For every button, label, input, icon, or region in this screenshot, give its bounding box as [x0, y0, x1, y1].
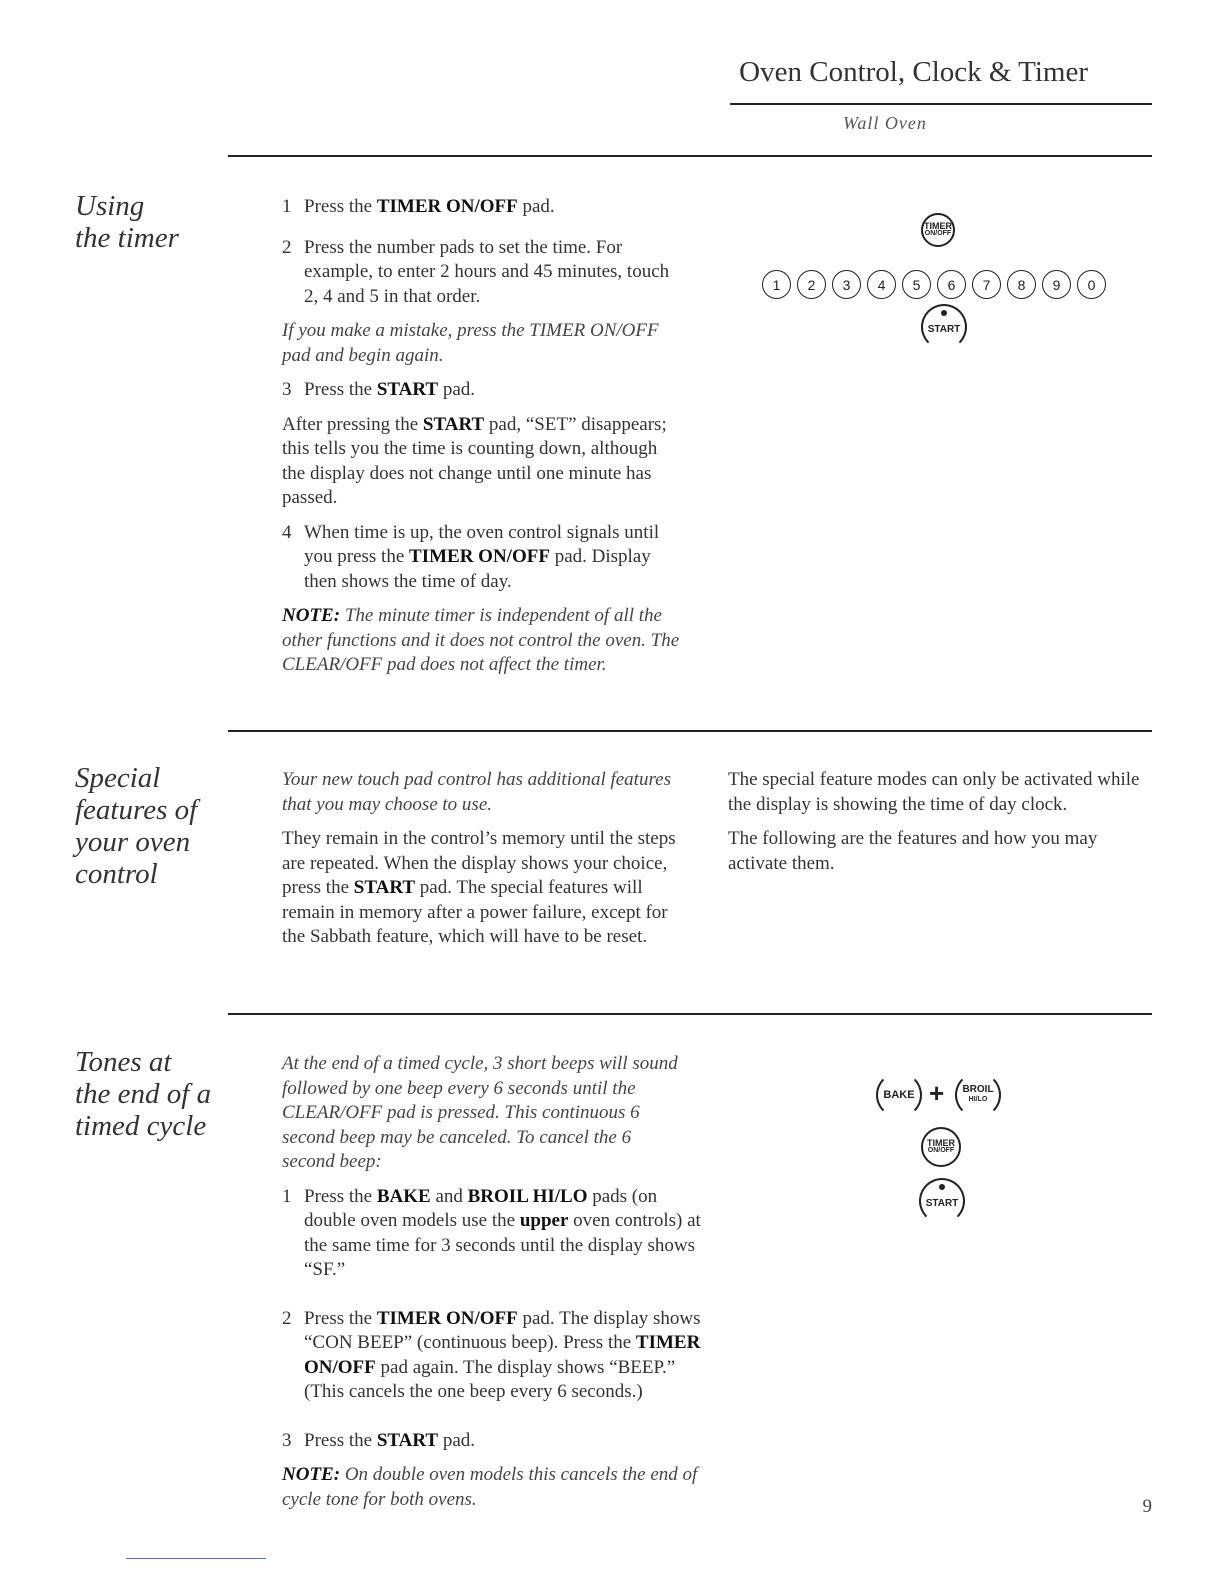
step-bold: START	[376, 1429, 439, 1451]
number-pad-8: 8	[1007, 270, 1036, 299]
header-subtitle: Wall Oven	[843, 113, 927, 133]
step-number: 1	[282, 196, 292, 217]
tones-step-2	[282, 1307, 702, 1405]
number-pad-2: 2	[797, 270, 826, 299]
note-text: On double oven models this cancels the end of cycle tone for both ovens.	[282, 1464, 698, 1510]
special-heading-line4: control	[75, 858, 158, 890]
start-dot-icon	[941, 310, 947, 316]
step-text: and	[430, 1185, 468, 1207]
step-text: oven controls) at the same time for 3 seconds until the display shows “SF.”	[304, 1210, 701, 1280]
step-text: pad.	[438, 379, 476, 400]
timer-heading-line2: the timer	[75, 222, 179, 254]
note-label: NOTE:	[282, 1464, 341, 1485]
page-header-title: Oven Control, Clock & Timer	[739, 56, 1088, 88]
step-text: pad. The display shows “CON BEEP” (continuous beep). Press the	[304, 1307, 701, 1353]
pad-label: START	[927, 324, 961, 335]
timer-on-off-pad-2	[921, 1127, 961, 1167]
step-text: pad.	[438, 1429, 476, 1451]
tones-section-heading	[75, 1046, 211, 1142]
number-pad-row	[762, 270, 1122, 302]
step-number: 4	[282, 521, 292, 543]
number-pad-0: 0	[1077, 270, 1106, 299]
plus-sign: +	[929, 1078, 945, 1108]
pad-label: HI/LO	[968, 1096, 988, 1103]
pad-label: ON/OFF	[927, 1147, 955, 1154]
start-pad-2	[919, 1178, 965, 1224]
special-intro: Your new touch pad control has additional features that you may choose to use.	[282, 769, 671, 815]
section-rule-tones	[228, 1013, 1152, 1015]
step-text: pad. Display then shows the time of day.	[304, 546, 651, 592]
step-text: Press the	[304, 196, 377, 217]
number-pad-6: 6	[937, 270, 966, 299]
special-heading-line3: your oven	[75, 826, 191, 858]
special-right-column	[728, 768, 1140, 886]
number-pad-7: 7	[972, 270, 1001, 299]
step-number: 3	[282, 379, 292, 400]
step-bold: BAKE	[376, 1185, 431, 1207]
timer-step-4	[282, 521, 682, 595]
step-bold: TIMER ON/OFF	[376, 1307, 518, 1329]
timer-mistake-note: If you make a mistake, press the TIMER ON/OFF pad and begin again.	[282, 320, 659, 366]
special-activation-para: The special feature modes can only be activated while the display is showing the time of day clock.	[728, 769, 1140, 815]
step-text: When time is up, the oven control signals until you press the	[304, 521, 660, 567]
tones-step-3	[282, 1429, 702, 1454]
tones-step-1	[282, 1185, 702, 1283]
step-bold: upper	[519, 1210, 569, 1231]
step-bold: BROIL HI/LO	[467, 1185, 588, 1207]
step-text: Press the number pads to set the time. For example, to enter 2 hours and 45 minutes, touch 2, 4 and 5 in that order.	[304, 236, 670, 307]
pad-label: START	[925, 1198, 959, 1209]
step-text: pad.	[517, 196, 555, 217]
tones-note	[282, 1463, 702, 1512]
number-pad-9: 9	[1042, 270, 1071, 299]
header-rule	[730, 103, 1152, 105]
special-section-heading	[75, 762, 197, 890]
timer-heading-line1: Using	[75, 190, 145, 222]
tones-intro: At the end of a timed cycle, 3 short beeps will sound followed by one beep every 6 seconds until the CLEAR/OFF pad is pressed. This continuous 6 second beep may be canceled. To cancel the 6 second beep:	[282, 1053, 678, 1172]
step-bold: TIMER ON/OFF	[376, 196, 518, 217]
broil-hi-lo-pad	[955, 1072, 1001, 1118]
para-text: They remain in the control’s memory until the steps are repeated. When the display shows your choice, press the	[282, 828, 676, 898]
pad-label: TIMER	[924, 221, 952, 231]
section-rule-special	[228, 730, 1152, 732]
pad-label: ON/OFF	[924, 230, 952, 237]
pad-label: BROIL	[962, 1084, 994, 1095]
tones-heading-line3: timed cycle	[75, 1110, 207, 1142]
step-number: 3	[282, 1429, 292, 1451]
footer-link-underline	[126, 1558, 266, 1559]
step-bold: TIMER ON/OFF	[304, 1332, 701, 1378]
timer-step-3	[282, 378, 682, 403]
timer-after-start	[282, 413, 682, 511]
step-bold: TIMER ON/OFF	[409, 546, 550, 567]
step-number: 1	[282, 1185, 292, 1207]
number-pad-1: 1	[762, 270, 791, 299]
section-rule-timer	[228, 155, 1152, 157]
special-left-column	[282, 768, 694, 960]
start-pad	[921, 304, 967, 350]
step-text: Press the	[304, 379, 377, 400]
step-bold: START	[376, 379, 439, 400]
pad-label: TIMER	[927, 1138, 955, 1148]
step-number: 2	[282, 236, 292, 258]
bake-pad	[876, 1072, 922, 1118]
timer-instructions	[282, 195, 682, 688]
timer-step-1	[282, 195, 682, 220]
para-bold: START	[422, 413, 485, 435]
timer-section-heading	[75, 190, 179, 254]
para-text: After pressing the	[282, 413, 423, 435]
step-text: pads (on double oven models use the	[304, 1185, 658, 1231]
step-text: Press the	[304, 1429, 377, 1451]
number-pad-3: 3	[832, 270, 861, 299]
special-following-para: The following are the features and how you may activate them.	[728, 828, 1098, 874]
para-text: pad, “SET” disappears; this tells you the time is counting down, although the display does not change until one minute has passed.	[282, 413, 667, 508]
number-pad-4: 4	[867, 270, 896, 299]
special-heading-line1: Special	[75, 762, 161, 794]
para-text: pad. The special features will remain in memory after a power failure, except for the Sabbath feature, which will have to be reset.	[282, 877, 668, 947]
step-text: Press the	[304, 1307, 377, 1329]
step-text: pad again. The display shows “BEEP.” (This cancels the one beep every 6 seconds.)	[304, 1356, 676, 1402]
timer-note	[282, 604, 682, 678]
timer-on-off-pad	[921, 213, 955, 247]
para-bold: START	[353, 877, 416, 898]
special-memory-para	[282, 827, 694, 950]
tones-heading-line2: the end of a	[75, 1078, 212, 1110]
start-dot-icon	[939, 1184, 945, 1190]
timer-step-2	[282, 236, 682, 310]
special-heading-line2: features of	[75, 794, 198, 826]
note-label: NOTE:	[282, 605, 341, 626]
step-text: Press the	[304, 1185, 377, 1207]
pad-label: BAKE	[883, 1089, 915, 1101]
note-text: The minute timer is independent of all the other functions and it does not control the oven. The CLEAR/OFF pad does not affect the timer.	[282, 605, 680, 675]
step-number: 2	[282, 1307, 292, 1329]
number-pad-5: 5	[902, 270, 931, 299]
tones-instructions	[282, 1052, 702, 1522]
tones-heading-line1: Tones at	[75, 1046, 172, 1078]
page-number: 9	[1142, 1496, 1152, 1517]
